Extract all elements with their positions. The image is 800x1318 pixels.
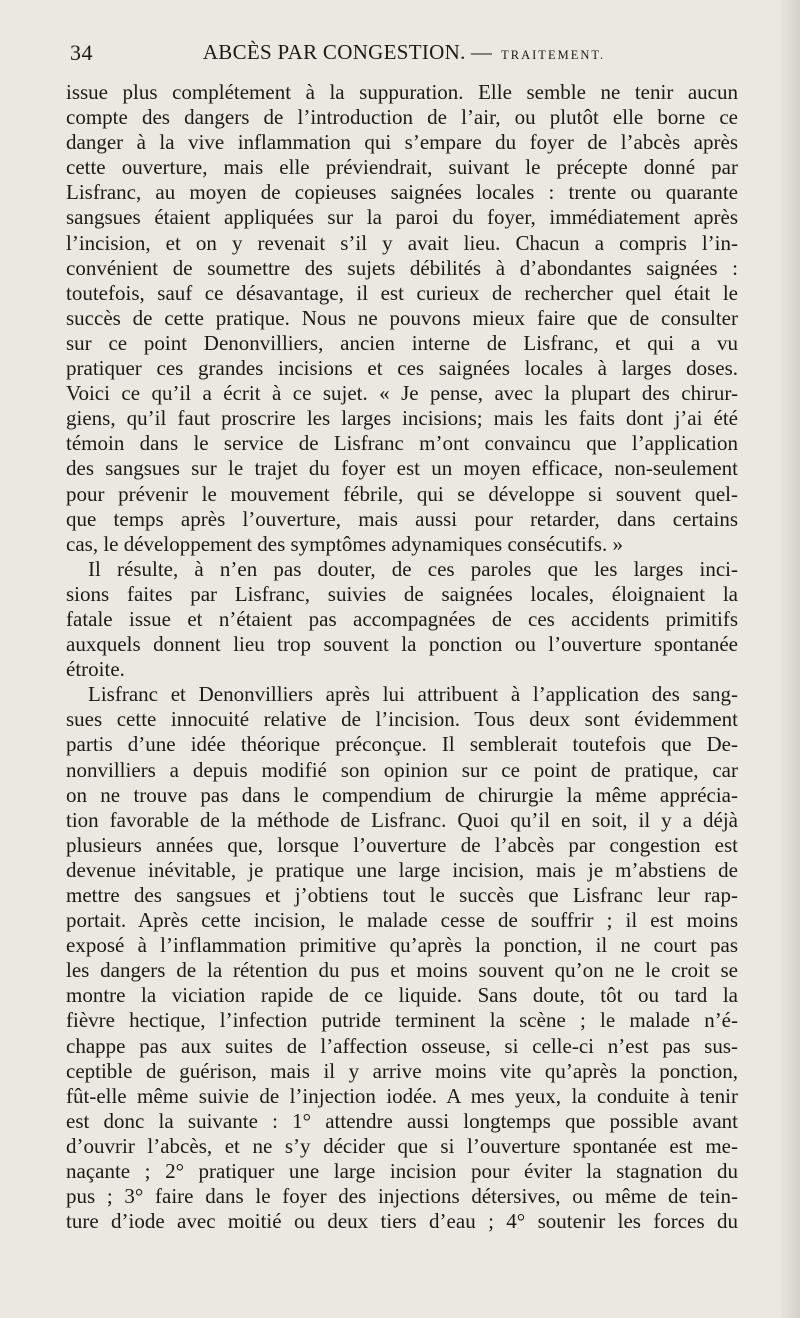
text-line: exposé à l’inflammation primitive qu’après la ponction, il ne court pas: [66, 933, 738, 958]
text-line: danger à la vive inflammation qui s’empare du foyer de l’abcès après: [66, 130, 738, 155]
text-line: montre la viciation rapide de ce liquide. Sans doute, tôt ou tard la: [66, 983, 738, 1008]
text-line: est donc la suivante : 1° attendre aussi longtemps que possible avant: [66, 1108, 738, 1133]
body-text: [66, 80, 738, 1234]
text-line: convénient de soumettre des sujets débilités à d’abondantes saignées :: [66, 255, 738, 280]
text-line: ture d’iode avec moitié ou deux tiers d’eau ; 4° soutenir les forces du: [66, 1209, 738, 1234]
text-line: Voici ce qu’il a écrit à ce sujet. « Je pense, avec la plupart des chirur-: [66, 381, 738, 406]
page-number: 34: [70, 40, 93, 65]
text-line: cas, le développement des symptômes adynamiques consécutifs. »: [66, 531, 623, 556]
text-line: fût-elle même suivie de l’injection iodée. A mes yeux, la conduite à tenir: [66, 1083, 738, 1108]
text-line: les dangers de la rétention du pus et moins souvent qu’on ne le croit se: [66, 958, 738, 983]
text-line: cette ouverture, mais elle préviendrait, suivant le précepte donné par: [66, 155, 738, 180]
text-line: Lisfranc et Denonvilliers après lui attribuent à l’application des sang-: [88, 682, 738, 707]
text-line: issue plus complétement à la suppuration. Elle semble ne tenir aucun: [66, 80, 738, 104]
text-line: fatale issue et n’étaient pas accompagnées de ces accidents primitifs: [66, 606, 738, 631]
text-line: succès de cette pratique. Nous ne pouvons mieux faire que de consulter: [66, 305, 738, 330]
text-line: toutefois, sauf ce désavantage, il est curieux de rechercher quel était le: [66, 280, 738, 305]
text-line: nonvilliers a depuis modifié son opinion sur ce point de pratique, car: [66, 757, 738, 782]
running-title: [70, 40, 738, 65]
running-header: [70, 38, 738, 72]
text-line: sues cette innocuité relative de l’incision. Tous deux sont évidemment: [66, 707, 738, 732]
text-line: l’incision, et on y revenait s’il y avait lieu. Chacun a compris l’in-: [66, 230, 738, 255]
text-line: témoin dans le service de Lisfranc m’ont convaincu que l’application: [66, 431, 738, 456]
text-line: devenue inévitable, je pratique une large incision, mais je m’abstiens de: [66, 857, 738, 882]
text-line: sions faites par Lisfranc, suivies de saignées locales, éloignaient la: [66, 581, 738, 606]
text-line: que temps après l’ouverture, mais aussi pour retarder, dans certains: [66, 506, 738, 531]
text-line: on ne trouve pas dans le compendium de chirurgie la même apprécia-: [66, 782, 738, 807]
text-line: mettre des sangsues et j’obtiens tout le succès que Lisfranc leur rap-: [66, 883, 738, 907]
text-line: sangsues étaient appliquées sur la paroi du foyer, immédiatement après: [66, 205, 738, 230]
text-line: partis d’une idée théorique préconçue. Il semblerait toutefois que De-: [66, 732, 738, 757]
chapter-title: ABCÈS PAR CONGESTION.: [202, 40, 466, 64]
text-line: naçante ; 2° pratiquer une large incision pour éviter la stagnation du: [66, 1159, 738, 1184]
text-line: portait. Après cette incision, le malade cesse de souffrir ; il est moins: [66, 908, 738, 933]
text-line: pus ; 3° faire dans le foyer des injections détersives, ou même de tein-: [66, 1184, 738, 1209]
text-line: étroite.: [66, 657, 125, 682]
text-line: sur ce point Denonvilliers, ancien interne de Lisfranc, et qui a vu: [66, 330, 738, 355]
text-line: auxquels donnent lieu trop souvent la ponction ou l’ouverture spontanée: [66, 632, 738, 657]
text-line: des sangsues sur le trajet du foyer est un moyen efficace, non-seulement: [66, 456, 738, 481]
text-line: compte des dangers de l’introduction de l’air, ou plutôt elle borne ce: [66, 105, 738, 130]
text-line: plusieurs années que, lorsque l’ouverture de l’abcès par congestion est: [66, 832, 738, 857]
text-line: tion favorable de la méthode de Lisfranc. Quoi qu’il en soit, il y a déjà: [66, 807, 738, 832]
text-line: pour prévenir le mouvement fébrile, qui se développe si souvent quel-: [66, 481, 738, 506]
text-line: Lisfranc, au moyen de copieuses saignées locales : trente ou quarante: [66, 180, 738, 205]
text-line: pratiquer ces grandes incisions et ces saignées locales à larges doses.: [66, 356, 738, 381]
page-edge-shadow: [778, 0, 800, 1318]
text-line: d’ouvrir l’abcès, et ne s’y décider que si l’ouverture spontanée est me-: [66, 1133, 738, 1158]
section-title: TRAITEMENT.: [501, 48, 606, 62]
text-line: ceptible de guérison, mais il y arrive moins vite qu’après la ponction,: [66, 1058, 738, 1083]
text-line: giens, qu’il faut proscrire les larges incisions; mais les faits dont j’ai été: [66, 406, 738, 431]
title-separator: —: [470, 40, 492, 64]
text-line: Il résulte, à n’en pas douter, de ces paroles que les larges inci-: [88, 556, 738, 581]
text-line: fièvre hectique, l’infection putride terminent la scène ; le malade n’é-: [66, 1008, 738, 1033]
text-line: chappe pas aux suites de l’affection osseuse, si celle-ci n’est pas sus-: [66, 1033, 738, 1058]
